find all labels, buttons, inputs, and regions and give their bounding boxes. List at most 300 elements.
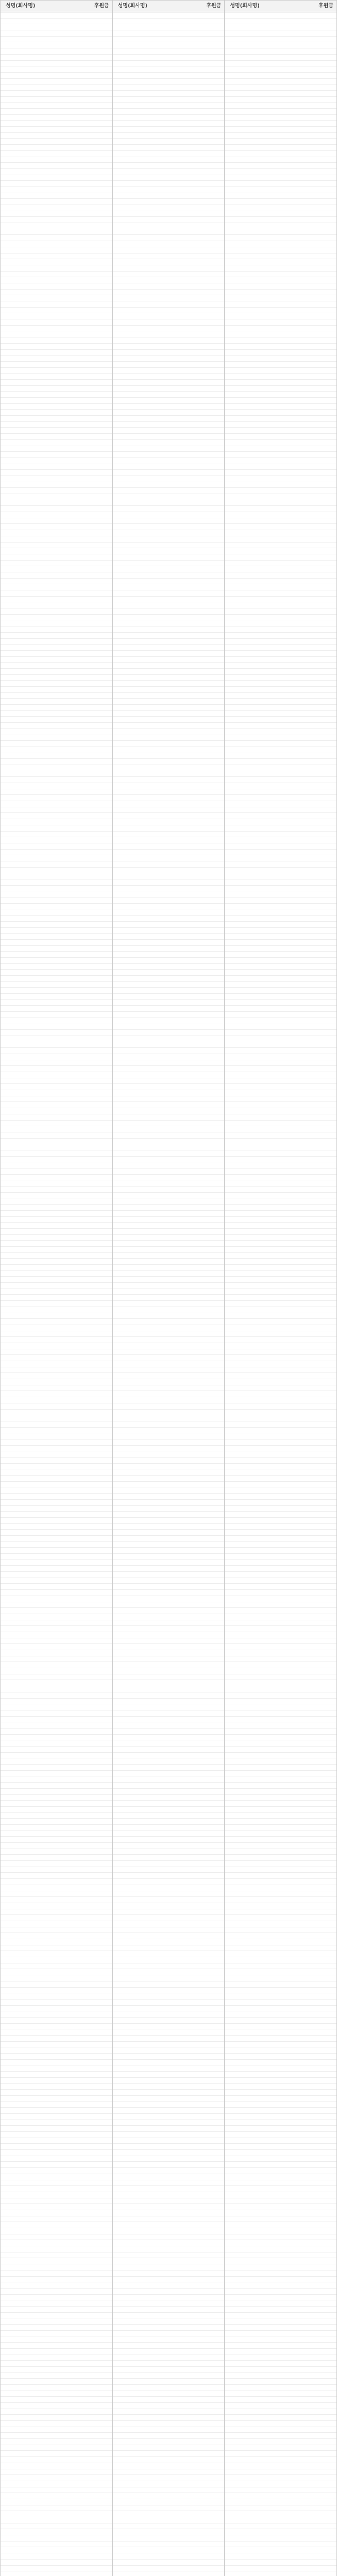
donor-row xyxy=(113,825,225,832)
donor-row xyxy=(1,313,112,319)
column-header xyxy=(1,1,112,12)
donor-row xyxy=(1,476,112,482)
donor-row xyxy=(113,2487,225,2494)
donor-row xyxy=(113,2349,225,2355)
donor-row xyxy=(113,1433,225,1439)
donor-row xyxy=(1,1271,112,1277)
donor-row xyxy=(1,1307,112,1313)
donor-row xyxy=(225,392,336,398)
donor-row xyxy=(113,639,225,645)
donor-row xyxy=(225,1271,336,1277)
donor-row xyxy=(225,1765,336,1771)
donor-row xyxy=(1,265,112,272)
donor-row xyxy=(225,2060,336,2066)
donor-row xyxy=(113,2325,225,2331)
donor-row xyxy=(113,1740,225,1747)
donor-row xyxy=(1,1650,112,1656)
donor-row xyxy=(113,2138,225,2144)
donor-row xyxy=(1,807,112,814)
donor-row xyxy=(1,922,112,928)
donor-row xyxy=(113,2547,225,2553)
donor-row xyxy=(1,24,112,30)
donor-row xyxy=(113,2511,225,2517)
donor-row xyxy=(1,37,112,43)
donor-row xyxy=(1,422,112,428)
donor-row xyxy=(113,1536,225,1542)
donor-row xyxy=(225,1090,336,1096)
donor-row xyxy=(1,554,112,561)
donor-row xyxy=(1,223,112,229)
donor-row xyxy=(113,2313,225,2319)
donor-row xyxy=(225,1897,336,1903)
donor-row xyxy=(1,602,112,608)
donor-row xyxy=(113,1758,225,1765)
donor-row xyxy=(225,1018,336,1024)
donor-row xyxy=(1,1211,112,1217)
donor-row xyxy=(113,1361,225,1367)
donor-row xyxy=(1,2313,112,2319)
donor-row xyxy=(225,2024,336,2030)
donor-row xyxy=(113,2541,225,2548)
donor-row xyxy=(225,1319,336,1325)
donor-row xyxy=(1,1921,112,1927)
donor-row xyxy=(1,1036,112,1042)
donor-row xyxy=(113,2336,225,2343)
donor-row xyxy=(113,1951,225,1957)
donor-row xyxy=(225,1891,336,1897)
donor-row xyxy=(225,2553,336,2560)
donor-row xyxy=(225,1753,336,1759)
donor-row xyxy=(113,169,225,175)
donor-row xyxy=(113,897,225,904)
donor-row xyxy=(225,1253,336,1259)
donor-row xyxy=(113,2186,225,2192)
donor-row xyxy=(225,850,336,856)
donor-row xyxy=(225,1000,336,1006)
donor-row xyxy=(113,2264,225,2270)
donor-row xyxy=(225,2475,336,2481)
donor-row xyxy=(113,1259,225,1265)
donor-row xyxy=(113,66,225,73)
donor-row xyxy=(225,319,336,326)
donor-row xyxy=(1,765,112,771)
donor-row xyxy=(1,2517,112,2523)
donor-row xyxy=(225,1410,336,1416)
donor-row xyxy=(1,1367,112,1374)
donor-row xyxy=(225,1590,336,1596)
donor-row xyxy=(1,2222,112,2228)
donor-row xyxy=(113,1722,225,1728)
donor-row xyxy=(225,988,336,994)
donor-row xyxy=(1,1114,112,1121)
donor-row xyxy=(225,1198,336,1205)
donor-row xyxy=(225,1494,336,1500)
donor-row xyxy=(1,84,112,91)
donor-row xyxy=(1,964,112,970)
donor-row xyxy=(1,1909,112,1916)
donor-row xyxy=(1,2499,112,2505)
donor-row xyxy=(225,272,336,278)
donor-row xyxy=(113,970,225,976)
donor-row xyxy=(1,1596,112,1602)
donor-row xyxy=(113,1957,225,1963)
donor-row xyxy=(225,2523,336,2530)
donor-row xyxy=(1,103,112,109)
donor-row xyxy=(225,2493,336,2499)
donor-row xyxy=(113,1656,225,1663)
donor-row xyxy=(1,2523,112,2530)
donor-row xyxy=(225,1837,336,1843)
donor-row xyxy=(1,801,112,807)
donor-row xyxy=(225,283,336,290)
donor-row xyxy=(225,1512,336,1518)
donor-row xyxy=(225,2367,336,2373)
donor-row xyxy=(113,1072,225,1078)
donor-row xyxy=(113,1253,225,1259)
donor-row xyxy=(225,687,336,693)
donor-row xyxy=(113,1066,225,1072)
donor-row xyxy=(225,2156,336,2162)
donor-row xyxy=(113,1367,225,1374)
donor-row xyxy=(1,2547,112,2553)
donor-row xyxy=(113,904,225,910)
donor-row xyxy=(113,48,225,55)
donor-row xyxy=(225,2270,336,2277)
donor-row xyxy=(1,2060,112,2066)
donor-row xyxy=(225,169,336,175)
donor-row xyxy=(225,1566,336,1572)
donor-row xyxy=(113,1187,225,1193)
donor-row xyxy=(1,2126,112,2132)
donor-row xyxy=(113,940,225,946)
donor-row xyxy=(225,2379,336,2385)
donor-row xyxy=(225,1180,336,1187)
donor-row xyxy=(113,946,225,952)
donor-row xyxy=(1,2277,112,2283)
donor-row xyxy=(113,2289,225,2295)
donor-row xyxy=(225,2072,336,2078)
donor-row xyxy=(225,1825,336,1831)
donor-row xyxy=(1,151,112,157)
donor-row xyxy=(113,2072,225,2078)
donor-row xyxy=(225,843,336,850)
donor-row xyxy=(113,2457,225,2463)
donor-row xyxy=(1,1855,112,1861)
donor-row xyxy=(225,1951,336,1957)
donor-row xyxy=(1,1891,112,1897)
donor-row xyxy=(113,1331,225,1337)
donor-row xyxy=(225,1415,336,1421)
donor-row xyxy=(113,1578,225,1584)
donor-row xyxy=(1,2457,112,2463)
donor-row xyxy=(1,843,112,850)
donor-row xyxy=(113,1373,225,1379)
donor-row xyxy=(113,807,225,814)
donor-row xyxy=(1,2150,112,2156)
donor-row xyxy=(113,916,225,922)
donor-row xyxy=(113,103,225,109)
donor-row xyxy=(225,1048,336,1054)
donor-row xyxy=(1,1403,112,1410)
donor-row xyxy=(1,1969,112,1975)
donor-row xyxy=(113,2011,225,2018)
donor-row xyxy=(113,651,225,657)
donor-row xyxy=(113,2018,225,2024)
donor-row xyxy=(113,277,225,283)
donor-row xyxy=(225,1307,336,1313)
donor-row xyxy=(113,1933,225,1939)
donor-row xyxy=(1,543,112,549)
donor-row xyxy=(225,2180,336,2187)
donor-row xyxy=(1,1006,112,1012)
donor-row xyxy=(1,868,112,874)
donor-row xyxy=(113,850,225,856)
donor-row xyxy=(225,639,336,645)
donor-row xyxy=(225,1548,336,1554)
donor-row xyxy=(225,1614,336,1620)
donor-row xyxy=(113,235,225,241)
donor-row xyxy=(113,1289,225,1295)
donor-row xyxy=(225,1542,336,1548)
donor-row xyxy=(1,175,112,181)
donor-row xyxy=(1,2174,112,2180)
donor-row xyxy=(225,2354,336,2361)
donor-row xyxy=(225,1747,336,1753)
donor-row xyxy=(225,1343,336,1349)
donor-row xyxy=(113,729,225,735)
donor-row xyxy=(1,2246,112,2252)
donor-row xyxy=(1,1060,112,1066)
donor-row xyxy=(113,2451,225,2457)
donor-row xyxy=(1,55,112,61)
donor-row xyxy=(1,1993,112,1999)
donor-row xyxy=(113,2307,225,2313)
donor-row xyxy=(1,290,112,296)
donor-row xyxy=(1,566,112,572)
donor-row xyxy=(113,506,225,512)
donor-row xyxy=(113,1024,225,1030)
donor-row xyxy=(113,1584,225,1590)
donor-row xyxy=(1,1464,112,1470)
donor-row xyxy=(225,2144,336,2150)
donor-row xyxy=(113,868,225,874)
donor-row xyxy=(1,2065,112,2072)
donor-row xyxy=(225,326,336,332)
donor-row xyxy=(113,1126,225,1132)
donor-row xyxy=(113,2006,225,2012)
donor-row xyxy=(1,1740,112,1747)
donor-row xyxy=(1,2391,112,2397)
donor-row xyxy=(1,1699,112,1705)
donor-row xyxy=(113,2475,225,2481)
donor-row xyxy=(1,1410,112,1416)
donor-row xyxy=(225,2385,336,2391)
donor-row xyxy=(113,1410,225,1416)
donor-row xyxy=(113,1048,225,1054)
donor-row xyxy=(225,1692,336,1699)
donor-row xyxy=(113,488,225,494)
donor-row xyxy=(113,1277,225,1283)
donor-row xyxy=(1,1903,112,1909)
donor-row xyxy=(1,259,112,265)
donor-row xyxy=(113,1747,225,1753)
donor-row xyxy=(1,2469,112,2476)
donor-row xyxy=(113,1421,225,1428)
donor-row xyxy=(113,1566,225,1572)
donor-row xyxy=(225,1355,336,1361)
donor-row xyxy=(113,1765,225,1771)
donor-row xyxy=(113,247,225,253)
donor-row xyxy=(225,1722,336,1728)
donor-row xyxy=(1,982,112,988)
donor-row xyxy=(113,1981,225,1988)
donor-row xyxy=(113,2174,225,2180)
donor-row xyxy=(1,687,112,693)
donor-row xyxy=(1,392,112,398)
donor-row xyxy=(1,2379,112,2385)
donor-row xyxy=(113,705,225,711)
donor-row xyxy=(113,2204,225,2210)
donor-row xyxy=(113,2210,225,2216)
donor-row xyxy=(1,1674,112,1681)
donor-row xyxy=(1,350,112,356)
donor-row xyxy=(1,1988,112,1994)
donor-row xyxy=(225,1969,336,1975)
donor-row xyxy=(1,145,112,151)
donor-row xyxy=(225,2029,336,2036)
donor-row xyxy=(113,597,225,603)
donor-row xyxy=(225,1259,336,1265)
donor-row xyxy=(1,2289,112,2295)
donor-column-1 xyxy=(1,1,113,2576)
donor-row xyxy=(113,1487,225,1494)
donor-row xyxy=(225,2560,336,2566)
donor-row xyxy=(1,2505,112,2512)
donor-row xyxy=(113,1626,225,1632)
donor-row xyxy=(113,1530,225,1536)
donor-row xyxy=(1,2264,112,2270)
donor-row xyxy=(225,566,336,572)
donor-row xyxy=(225,1518,336,1524)
donor-row xyxy=(1,952,112,958)
donor-row xyxy=(113,1150,225,1157)
donor-row xyxy=(225,488,336,494)
donor-row xyxy=(225,1391,336,1397)
donor-row xyxy=(1,1433,112,1439)
donor-row xyxy=(225,1801,336,1807)
donor-row xyxy=(1,61,112,67)
donor-row xyxy=(1,2240,112,2246)
donor-column-3 xyxy=(225,1,337,2576)
donor-row xyxy=(225,1578,336,1584)
donor-row xyxy=(1,2114,112,2120)
donor-row xyxy=(225,861,336,868)
donor-row xyxy=(1,133,112,139)
donor-row xyxy=(225,217,336,223)
donor-row xyxy=(225,1428,336,1434)
donor-row xyxy=(225,1915,336,1921)
donor-row xyxy=(225,891,336,897)
donor-row xyxy=(225,1168,336,1175)
donor-row xyxy=(113,229,225,235)
donor-row xyxy=(225,1993,336,1999)
donor-row xyxy=(225,2481,336,2487)
donor-row xyxy=(113,2270,225,2277)
donor-row xyxy=(113,886,225,892)
donor-row xyxy=(113,2415,225,2421)
donor-row xyxy=(225,994,336,1000)
donor-row xyxy=(1,1722,112,1728)
donor-row xyxy=(113,1602,225,1608)
donor-row xyxy=(113,2282,225,2289)
donor-row xyxy=(113,2054,225,2060)
donor-row xyxy=(1,747,112,753)
donor-row xyxy=(113,428,225,434)
donor-row xyxy=(113,675,225,681)
donor-row xyxy=(1,572,112,579)
donor-row xyxy=(225,1247,336,1253)
donor-row xyxy=(1,1084,112,1090)
donor-row xyxy=(225,1006,336,1012)
donor-row xyxy=(113,1668,225,1674)
donor-row xyxy=(225,868,336,874)
donor-row xyxy=(1,452,112,458)
donor-row xyxy=(1,1217,112,1223)
donor-row xyxy=(1,2553,112,2560)
donor-row xyxy=(113,1855,225,1861)
donor-row xyxy=(1,1566,112,1572)
donor-row xyxy=(113,127,225,133)
donor-row xyxy=(113,1168,225,1175)
donor-row xyxy=(1,2006,112,2012)
donor-row xyxy=(225,1963,336,1970)
donor-row xyxy=(113,1644,225,1650)
donor-row xyxy=(1,1259,112,1265)
donor-row xyxy=(113,855,225,861)
donor-row xyxy=(113,259,225,265)
donor-row xyxy=(225,1235,336,1241)
donor-row xyxy=(1,2295,112,2301)
donor-row xyxy=(113,1030,225,1036)
donor-row xyxy=(225,1295,336,1301)
donor-row xyxy=(1,1999,112,2006)
donor-row xyxy=(1,211,112,217)
donor-row xyxy=(225,579,336,585)
donor-row xyxy=(1,891,112,897)
donor-row xyxy=(225,909,336,916)
donor-row xyxy=(1,1193,112,1199)
donor-row xyxy=(113,145,225,151)
donor-row xyxy=(225,2499,336,2505)
donor-row xyxy=(113,1162,225,1168)
donor-row xyxy=(113,934,225,940)
donor-row xyxy=(1,169,112,175)
donor-row xyxy=(225,964,336,970)
donor-row xyxy=(1,723,112,729)
donor-row xyxy=(113,1945,225,1952)
donor-row xyxy=(225,84,336,91)
donor-row xyxy=(225,2336,336,2343)
donor-row xyxy=(225,1144,336,1150)
donor-row xyxy=(225,1187,336,1193)
donor-row xyxy=(113,175,225,181)
donor-row xyxy=(225,2210,336,2216)
donor-row xyxy=(113,2481,225,2487)
donor-row xyxy=(1,1776,112,1783)
donor-row xyxy=(1,2529,112,2535)
donor-row xyxy=(1,584,112,590)
donor-row xyxy=(225,723,336,729)
